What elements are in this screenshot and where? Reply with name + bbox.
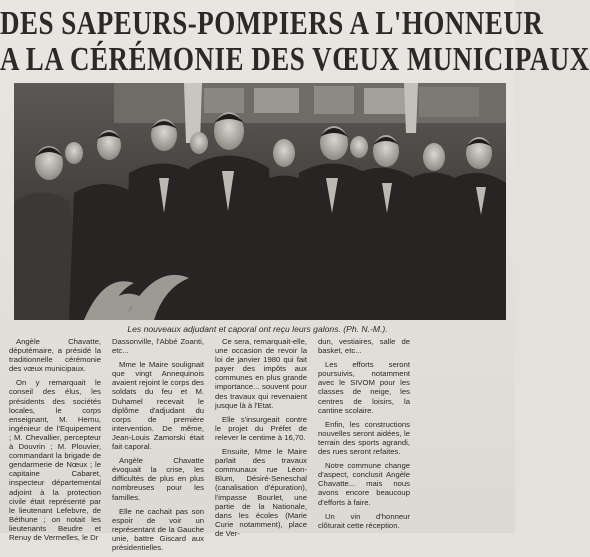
article-paragraph: Angèle Chavatte évoquait la crise, les difficultés de plus en plus nombreuses pour les familles. (112, 456, 204, 502)
article-paragraph: On y remarquait le conseil des élus, les présidents des sociétés locales, le corps enseignant, M. Hernu, ingénieur de l'Equipement ; M. Chevallier, percepteur à Douvrin ; M. Plouvier, commandant la brigade de gendarmerie de Nœux ; le capitaine Cabaret, inspecteur départemental adjoint à la protection civile était représenté par le lieutenant Lefebvre, de Béthune ; on notait les lieutenants Beudre et Renuy de Vermelles, le Dr (9, 378, 101, 542)
photo-caption: Les nouveaux adjudant et caporal ont reçu leurs galons. (Ph. N.-M.). (127, 324, 388, 334)
article-paragraph: Ensuite, Mme le Maire parlait des travaux communaux rue Léon-Blum, Désiré-Seneschal (canalisation d'épuration), l'impasse Bourlet, une partie de la Nationale, dans les écoles (Marie Curie notamment), place de Ver- (215, 447, 307, 538)
article-paragraph: Mme le Maire soulignait que vingt Annequinois avaient rejoint le corps des soldats du feu et M. Duhamel recevait le diplôme d'adjudant du corps de première intervention. De même, Jean-Louis Zamorski était fait caporal. (112, 360, 204, 452)
article-paragraph: Dassonville, l'Abbé Zoanti, etc... (112, 337, 204, 356)
ceremony-photo-illustration (14, 83, 506, 320)
headline-line-1: DES SAPEURS-POMPIERS A L'HONNEUR (0, 4, 544, 42)
article-paragraph: dun, vestiaires, salle de basket, etc... (318, 337, 410, 356)
article-paragraph: Un vin d'honneur clôturait cette réception. (318, 511, 410, 530)
article-paragraph: Notre commune change d'aspect, conclusit Angèle Chavatte... mais nous avons encore beaucoup d'efforts à faire. (318, 461, 410, 507)
article-column-3 (215, 337, 307, 543)
article-paragraph: Angèle Chavatte, députémaire, a présidé la traditionnelle cérémonie des vœux municipaux. (9, 337, 101, 374)
article-paragraph: Enfin, les constructions nouvelles seront aidées, le terrain des sports agrandi, des rues seront refaites. (318, 419, 410, 457)
article-paragraph: Les efforts seront poursuivis, notamment avec le SIVOM pour les classes de neige, les centres de loisirs, la cantine scolaire. (318, 360, 410, 415)
ceremony-photo (14, 83, 506, 320)
article-paragraph: Elle s'insurgeait contre le projet du Préfet de relever le centime à 16,70. (215, 414, 307, 442)
article-column-4 (318, 337, 410, 535)
article-column-2 (112, 337, 204, 557)
article-body (9, 337, 509, 552)
headline-line-2: A LA CÉRÉMONIE DES VŒUX MUNICIPAUX (0, 40, 590, 78)
article-paragraph: Ce sera, remarquait-elle, une occasion de revoir la loi de janvier 1980 qui fait payer des impôts aux communes en plus grande importance... souvent pour des travaux qui revenaient jusque là à l'Etat. (215, 337, 307, 410)
article-paragraph: Elle ne cachait pas son espoir de voir un représentant de la Gauche unie, battre Giscard aux présidentielles. (112, 506, 204, 552)
article-column-1 (9, 337, 101, 547)
